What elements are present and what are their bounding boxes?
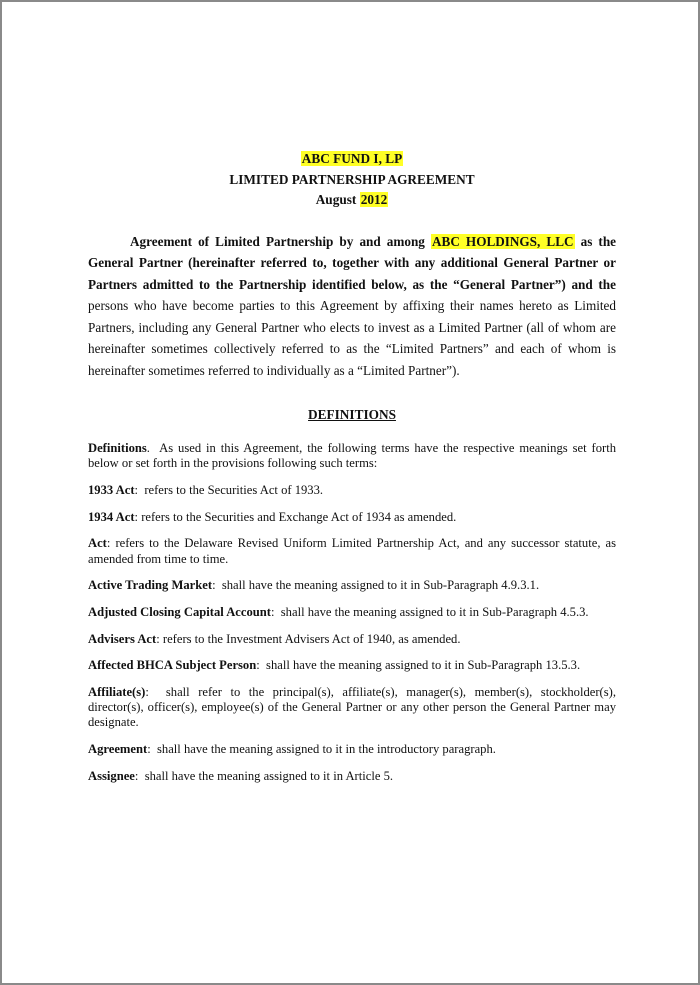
document-body	[88, 149, 616, 784]
definition-item: Affiliate(s): shall refer to the principal(s), affiliate(s), manager(s), member(s), stockholder(s), director(s), officer(s), employee(s) of the General Partner or any other person the General Partner may designate.	[88, 685, 616, 730]
definition-term: Active Trading Market	[88, 578, 213, 593]
definition-item: Advisers Act: refers to the Investment Advisers Act of 1940, as amended.	[88, 631, 461, 646]
definition-text: refers to the Securities Act of 1933.	[144, 482, 324, 497]
definition-text: shall have the meaning assigned to it in Sub-Paragraph 4.9.3.1.	[221, 578, 540, 593]
definition-text: As used in this Agreement, the following terms have the respective meanings set forth below or set forth in the provisions following such terms:	[88, 441, 616, 471]
definition-item: Agreement: shall have the meaning assigned to it in the introductory paragraph.	[88, 742, 496, 757]
definition-term: Affiliate(s)	[88, 685, 146, 700]
definition-term: Affected BHCA Subject Person	[88, 658, 257, 673]
intro-bold-part2: as the General Partner (hereinafter referred to, together with any additional General Partner or Partners admitted to the Partnership identified below, as the “General Partner”) and the	[88, 233, 617, 292]
definition-term: Advisers Act	[88, 631, 157, 646]
definition-term: Agreement	[88, 742, 148, 757]
definition-term: Assignee	[88, 768, 135, 783]
definition-text: refers to the Investment Advisers Act of 1940, as amended.	[162, 631, 461, 646]
definition-term: 1934 Act	[88, 509, 135, 524]
intro-bold-part1: Agreement of Limited Partnership by and among	[130, 233, 425, 249]
definition-text: shall have the meaning assigned to it in the introductory paragraph.	[157, 742, 496, 757]
fund-name: ABC FUND I, LP	[301, 151, 403, 166]
definition-item: Definitions. As used in this Agreement, the following terms have the respective meanings set forth below or set forth in the provisions following such terms:	[88, 441, 616, 471]
definition-term: Adjusted Closing Capital Account	[88, 604, 271, 619]
date-month: August	[315, 192, 357, 207]
definitions-list	[88, 441, 616, 784]
definition-item: Adjusted Closing Capital Account: shall have the meaning assigned to it in Sub-Paragraph 4.5.3.	[88, 604, 589, 619]
fund-name-line	[88, 149, 616, 170]
definition-text: shall have the meaning assigned to it in Article 5.	[144, 768, 394, 783]
definition-item: 1933 Act: refers to the Securities Act of 1933.	[88, 482, 324, 497]
definition-text: shall refer to the principal(s), affiliate(s), manager(s), member(s), stockholder(s), director(s), officer(s), employee(s) of the General Partner or any other person the General Partner may designate.	[88, 685, 616, 730]
definition-text: shall have the meaning assigned to it in Sub-Paragraph 4.5.3.	[280, 604, 589, 619]
general-partner-name: ABC HOLDINGS, LLC	[432, 233, 574, 249]
definitions-heading: DEFINITIONS	[308, 407, 396, 422]
agreement-title: LIMITED PARTNERSHIP AGREEMENT	[229, 171, 475, 187]
definition-item: 1934 Act: refers to the Securities and Exchange Act of 1934 as amended.	[88, 509, 457, 524]
definition-term: Act	[88, 536, 107, 551]
definition-item: Active Trading Market: shall have the meaning assigned to it in Sub-Paragraph 4.9.3.1.	[88, 578, 540, 593]
definition-item: Affected BHCA Subject Person: shall have the meaning assigned to it in Sub-Paragraph 13.5.3.	[88, 658, 581, 673]
definition-text: refers to the Delaware Revised Uniform Limited Partnership Act, and any successor statute, as amended from time to time.	[88, 536, 616, 566]
date-year: 2012	[360, 192, 388, 207]
definition-term: Definitions	[88, 441, 147, 455]
definition-text: refers to the Securities and Exchange Act of 1934 as amended.	[141, 509, 457, 524]
intro-paragraph	[88, 231, 616, 382]
definition-term: 1933 Act	[88, 482, 135, 497]
agreement-date	[88, 190, 616, 211]
title-block	[88, 149, 616, 211]
intro-normal-part: persons who have become parties to this Agreement by affixing their names hereto as Limited Partners, including any General Partner who elects to invest as a Limited Partner (all of whom are hereinafter sometimes collectively referred to as the “Limited Partners” and each of whom is hereinafter sometimes referred to individually as a “Limited Partner”).	[88, 298, 616, 378]
definition-text: shall have the meaning assigned to it in Sub-Paragraph 13.5.3.	[266, 658, 581, 673]
definition-item: Act: refers to the Delaware Revised Uniform Limited Partnership Act, and any successor statute, as amended from time to time.	[88, 536, 616, 566]
definition-item: Assignee: shall have the meaning assigned to it in Article 5.	[88, 768, 394, 783]
